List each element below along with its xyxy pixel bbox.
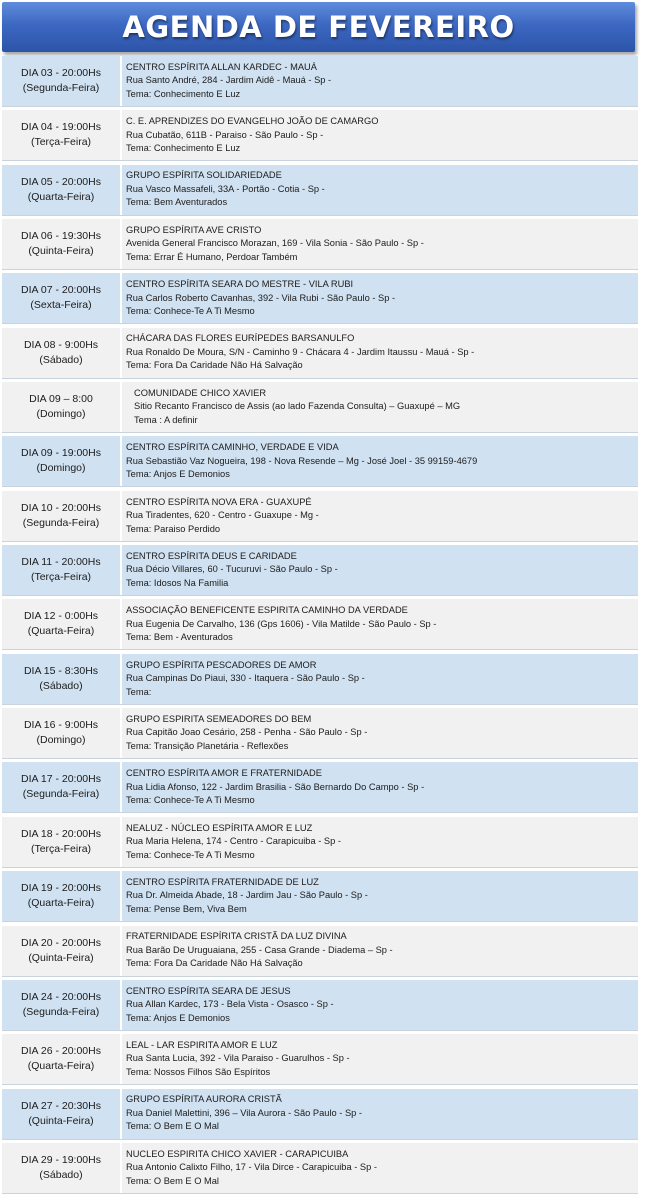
event-weekday: (Quarta-Feira) xyxy=(27,625,95,638)
event-place: CHÁCARA DAS FLORES EURÍPEDES BARSANULFO xyxy=(126,333,355,344)
schedule-row xyxy=(2,599,638,650)
event-place: C. E. APRENDIZES DO EVANGELHO JOÃO DE CAMARGO xyxy=(126,116,379,127)
info-cell xyxy=(122,328,638,378)
event-address: Rua Daniel Malettini, 396 – Vila Aurora - São Paulo - Sp - xyxy=(126,1107,362,1118)
event-address: Rua Maria Helena, 174 - Centro - Carapicuiba - Sp - xyxy=(126,836,341,847)
info-cell xyxy=(122,1143,638,1193)
info-cell xyxy=(122,110,638,160)
event-date: DIA 12 - 0:00Hs xyxy=(23,610,99,623)
event-weekday: (Segunda-Feira) xyxy=(22,82,100,94)
event-place: CENTRO ESPÍRITA FRATERNIDADE DE LUZ xyxy=(126,876,319,887)
event-weekday: (Domingo) xyxy=(36,462,86,475)
event-weekday: (Quarta-Feira) xyxy=(27,897,95,910)
info-cell xyxy=(122,1089,638,1139)
info-cell xyxy=(122,599,638,649)
page-title: AGENDA DE FEVEREIRO xyxy=(122,10,515,44)
event-weekday: (Sábado) xyxy=(39,1168,83,1181)
event-place: CENTRO ESPÍRITA AMOR E FRATERNIDADE xyxy=(126,768,322,779)
schedule-row xyxy=(2,1034,638,1085)
event-theme: Tema: Conhece-Te A Ti Mesmo xyxy=(126,849,255,860)
event-address: Rua Tiradentes, 620 - Centro - Guaxupe - Mg - xyxy=(126,510,319,520)
date-cell xyxy=(2,382,122,432)
schedule-row xyxy=(2,165,638,216)
event-place: CENTRO ESPÍRITA SEARA DE JESUS xyxy=(126,985,291,996)
event-address: Rua Décio Villares, 60 - Tucuruvi - São Paulo - Sp - xyxy=(126,564,338,575)
event-date: DIA 17 - 20:00Hs xyxy=(21,773,101,786)
schedule-row xyxy=(2,436,638,487)
date-cell xyxy=(2,708,122,758)
event-theme: Tema: Idosos Na Familia xyxy=(126,577,229,588)
info-cell xyxy=(122,56,638,106)
schedule-row xyxy=(2,545,638,596)
event-theme: Tema: xyxy=(126,686,152,697)
schedule-row xyxy=(2,382,638,433)
event-date: DIA 06 - 19:30Hs xyxy=(21,230,101,243)
event-theme: Tema: Anjos E Demonios xyxy=(126,469,230,480)
event-theme: Tema: O Bem E O Mal xyxy=(126,1175,219,1186)
event-place: CENTRO ESPÍRITA NOVA ERA - GUAXUPÉ xyxy=(126,496,312,507)
title-banner xyxy=(2,2,635,52)
event-theme: Tema: Errar É Humano, Perdoar Também xyxy=(126,251,298,262)
event-theme: Tema: Fora Da Caridade Não Há Salvação xyxy=(126,360,303,371)
event-theme: Tema: Transição Planetária - Reflexões xyxy=(126,740,289,751)
schedule-row xyxy=(2,817,638,868)
event-theme: Tema: Anjos E Demonios xyxy=(126,1012,230,1023)
schedule-row xyxy=(2,762,638,813)
event-theme: Tema: Conhecimento E Luz xyxy=(126,143,241,154)
event-weekday: (Segunda-Feira) xyxy=(22,516,100,529)
event-address: Rua Santo André, 284 - Jardim Aidê - Mauá - Sp - xyxy=(126,75,332,86)
event-weekday: (Quinta-Feira) xyxy=(28,1114,94,1127)
event-place: GRUPO ESPÍRITA SOLIDARIEDADE xyxy=(126,170,282,181)
date-cell xyxy=(2,56,122,106)
event-address: Rua Campinas Do Piaui, 330 - Itaquera - São Paulo - Sp - xyxy=(126,673,365,684)
event-date: DIA 16 - 9:00Hs xyxy=(23,719,99,732)
info-cell xyxy=(122,1034,638,1084)
event-theme: Tema: Bem - Aventurados xyxy=(126,632,233,643)
event-place: GRUPO ESPIRITA SEMEADORES DO BEM xyxy=(126,713,312,724)
event-place: CENTRO ESPÍRITA ALLAN KARDEC - MAUÁ xyxy=(126,61,317,72)
event-place: GRUPO ESPÍRITA PESCADORES DE AMOR xyxy=(126,659,317,670)
date-cell xyxy=(2,491,122,541)
date-cell xyxy=(2,926,122,976)
event-place: CENTRO ESPÍRITA CAMINHO, VERDADE E VIDA xyxy=(126,442,339,453)
info-cell xyxy=(122,545,638,595)
event-place: CENTRO ESPÍRITA SEARA DO MESTRE - VILA RUBI xyxy=(126,279,354,290)
info-cell xyxy=(122,273,638,323)
date-cell xyxy=(2,762,122,812)
schedule-row xyxy=(2,219,638,270)
schedule-row xyxy=(2,110,638,161)
schedule-row xyxy=(2,708,638,759)
event-weekday: (Terça-Feira) xyxy=(30,571,92,584)
event-address: Rua Eugenia De Carvalho, 136 (Gps 1606) - Vila Matilde - São Paulo - Sp - xyxy=(126,618,437,629)
event-theme: Tema: Fora Da Caridade Não Há Salvação xyxy=(126,958,303,969)
info-cell xyxy=(122,817,638,867)
event-date: DIA 10 - 20:00Hs xyxy=(21,501,101,514)
schedule-row xyxy=(2,1143,638,1194)
event-theme: Tema: Conhece-Te A Ti Mesmo xyxy=(126,306,255,317)
schedule-row xyxy=(2,926,638,977)
event-address: Rua Allan Kardec, 173 - Bela Vista - Osasco - Sp - xyxy=(126,999,334,1010)
date-cell xyxy=(2,110,122,160)
event-place: FRATERNIDADE ESPÍRITA CRISTÃ DA LUZ DIVINA xyxy=(126,931,347,942)
event-date: DIA 15 - 8:30Hs xyxy=(23,664,99,677)
event-theme: Tema: Conhecimento E Luz xyxy=(126,88,241,99)
event-weekday: (Terça-Feira) xyxy=(30,136,92,149)
event-place: NUCLEO ESPIRITA CHICO XAVIER - CARAPICUIBA xyxy=(126,1148,349,1159)
event-date: DIA 27 - 20:30Hs xyxy=(21,1099,101,1112)
event-weekday: (Sexta-Feira) xyxy=(30,299,92,312)
event-address: Rua Ronaldo De Moura, S/N - Caminho 9 - Chácara 4 - Jardim Itaussu - Mauá - Sp - xyxy=(126,346,475,357)
event-weekday: (Segunda-Feira) xyxy=(22,1005,100,1018)
info-cell xyxy=(122,926,638,976)
event-address: Avenida General Francisco Morazan, 169 - Vila Sonia - São Paulo - Sp - xyxy=(126,238,424,249)
schedule-row xyxy=(2,491,638,542)
date-cell xyxy=(2,599,122,649)
event-address: Rua Carlos Roberto Cavanhas, 392 - Vila Rubi - São Paulo - Sp - xyxy=(126,292,396,303)
date-cell xyxy=(2,817,122,867)
event-theme: Tema : A definir xyxy=(134,414,198,425)
event-place: NEALUZ - NÚCLEO ESPÍRITA AMOR E LUZ xyxy=(126,822,313,833)
schedule-row xyxy=(2,273,638,324)
schedule-row xyxy=(2,56,638,107)
event-theme: Tema: Pense Bem, Viva Bem xyxy=(126,903,247,914)
event-address: Rua Sebastião Vaz Nogueira, 198 - Nova Resende – Mg - José Joel - 35 99159-4679 xyxy=(126,455,478,466)
date-cell xyxy=(2,654,122,704)
event-date: DIA 07 - 20:00Hs xyxy=(21,284,101,297)
event-weekday: (Domingo) xyxy=(36,408,86,421)
event-theme: Tema: O Bem E O Mal xyxy=(126,1121,219,1132)
info-cell xyxy=(122,491,638,541)
event-address: Rua Cubatão, 611B - Paraiso - São Paulo - Sp - xyxy=(126,129,324,140)
event-weekday: (Terça-Feira) xyxy=(30,842,92,855)
event-date: DIA 26 - 20:00Hs xyxy=(21,1045,101,1058)
schedule-row xyxy=(2,871,638,922)
info-cell xyxy=(122,708,638,758)
event-weekday: (Quinta-Feira) xyxy=(28,245,94,258)
event-address: Rua Vasco Massafeli, 33A - Portão - Cotia - Sp - xyxy=(126,183,325,194)
event-date: DIA 05 - 20:00Hs xyxy=(21,175,101,188)
date-cell xyxy=(2,1034,122,1084)
schedule-row xyxy=(2,1089,638,1140)
date-cell xyxy=(2,871,122,921)
event-place: CENTRO ESPÍRITA DEUS E CARIDADE xyxy=(126,550,297,561)
event-address: Rua Lidia Afonso, 122 - Jardim Brasilia - São Bernardo Do Campo - Sp - xyxy=(126,781,425,792)
event-place: GRUPO ESPÍRITA AURORA CRISTÃ xyxy=(126,1094,282,1105)
schedule-row xyxy=(2,980,638,1031)
event-weekday: (Quarta-Feira) xyxy=(27,1060,95,1073)
schedule-row xyxy=(2,654,638,705)
info-cell xyxy=(122,436,638,486)
event-place: GRUPO ESPÍRITA AVE CRISTO xyxy=(126,224,262,235)
event-address: Rua Barão De Uruguaiana, 255 - Casa Grande - Diadema – Sp - xyxy=(126,944,393,955)
event-date: DIA 04 - 19:00Hs xyxy=(21,121,101,134)
event-weekday: (Quarta-Feira) xyxy=(27,190,95,203)
date-cell xyxy=(2,328,122,378)
event-date: DIA 29 - 19:00Hs xyxy=(21,1153,101,1166)
event-date: DIA 20 - 20:00Hs xyxy=(21,936,101,949)
event-theme: Tema: Bem Aventurados xyxy=(126,197,228,208)
event-address: Rua Capitão Joao Cesário, 258 - Penha - São Paulo - Sp - xyxy=(126,727,368,738)
date-cell xyxy=(2,545,122,595)
event-date: DIA 08 - 9:00Hs xyxy=(23,338,99,351)
event-address: Rua Santa Lucia, 392 - Vila Paraiso - Guarulhos - Sp - xyxy=(126,1053,350,1064)
event-weekday: (Domingo) xyxy=(36,734,86,747)
info-cell xyxy=(122,980,638,1030)
event-weekday: (Sábado) xyxy=(39,679,83,692)
event-date: DIA 11 - 20:00Hs xyxy=(21,556,101,569)
schedule-list xyxy=(2,56,638,1197)
event-address: Rua Antonio Calixto Filho, 17 - Vila Dirce - Carapicuiba - Sp - xyxy=(126,1162,377,1173)
event-weekday: (Segunda-Feira) xyxy=(22,788,100,801)
event-theme: Tema: Paraiso Perdido xyxy=(126,523,221,534)
event-weekday: (Sábado) xyxy=(39,353,83,366)
event-date: DIA 24 - 20:00Hs xyxy=(21,990,101,1003)
event-date: DIA 19 - 20:00Hs xyxy=(21,882,101,895)
event-theme: Tema: Conhece-Te A Ti Mesmo xyxy=(126,795,255,806)
event-weekday: (Quinta-Feira) xyxy=(28,951,94,964)
date-cell xyxy=(2,273,122,323)
date-cell xyxy=(2,436,122,486)
date-cell xyxy=(2,1143,122,1193)
event-date: DIA 09 - 19:00Hs xyxy=(21,447,101,460)
event-place: ASSOCIAÇÃO BENEFICENTE ESPIRITA CAMINHO DA VERDADE xyxy=(126,605,408,616)
schedule-row xyxy=(2,328,638,379)
info-cell xyxy=(122,871,638,921)
info-cell xyxy=(122,219,638,269)
event-date: DIA 03 - 20:00Hs xyxy=(21,67,101,79)
date-cell xyxy=(2,219,122,269)
date-cell xyxy=(2,980,122,1030)
info-cell xyxy=(122,762,638,812)
event-address: Sitio Recanto Francisco de Assis (ao lado Fazenda Consulta) – Guaxupé – MG xyxy=(134,401,461,412)
date-cell xyxy=(2,1089,122,1139)
event-place: LEAL - LAR ESPIRITA AMOR E LUZ xyxy=(126,1039,278,1050)
event-address: Rua Dr. Almeida Abade, 18 - Jardim Jau - São Paulo - Sp - xyxy=(126,890,368,901)
event-place: COMUNIDADE CHICO XAVIER xyxy=(134,387,267,398)
event-date: DIA 09 – 8:00 xyxy=(29,393,93,406)
info-cell xyxy=(122,165,638,215)
info-cell xyxy=(122,382,638,432)
info-cell xyxy=(122,654,638,704)
date-cell xyxy=(2,165,122,215)
event-date: DIA 18 - 20:00Hs xyxy=(21,827,101,840)
event-theme: Tema: Nossos Filhos São Espíritos xyxy=(126,1066,271,1077)
